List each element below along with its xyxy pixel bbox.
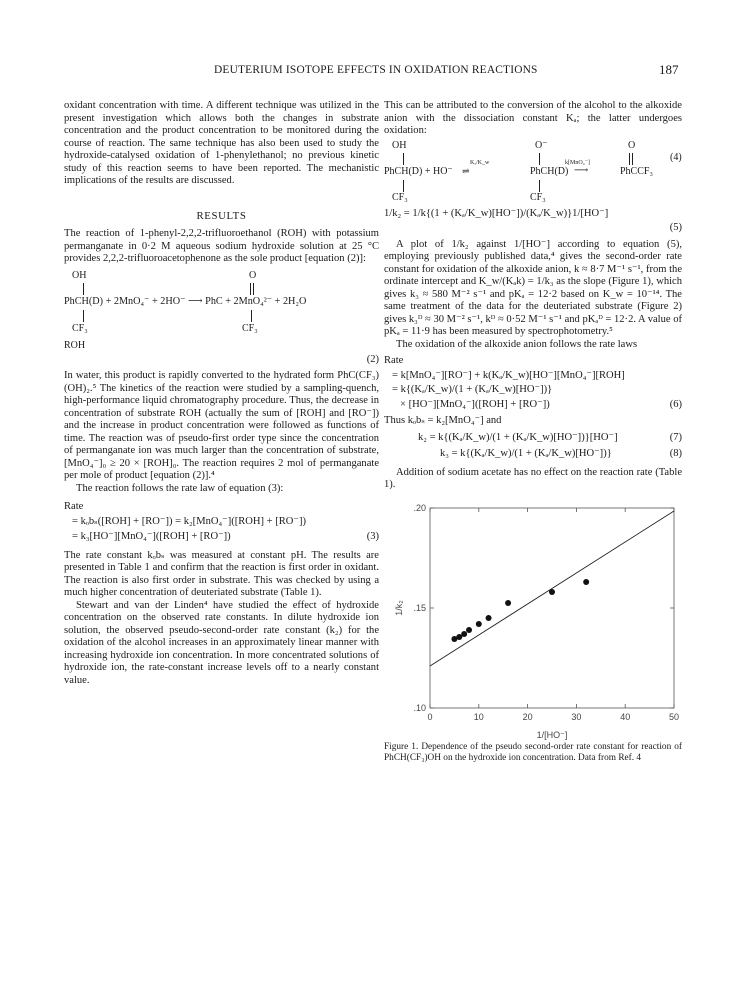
paragraph: oxidant concentration with time. A different technique was utilized in the present investigation which allows both the changes in substrate concentration and the product concentration to be monitored during the course of reaction. The same technique has also been used to study the hydroxide-catalysed oxidation of 1-phenylethanol; no previous kinetic study of this reaction seems to have been reported. The mechanistic implications of the results are discussed. (64, 100, 379, 186)
x-tick-label: 10 (473, 711, 484, 722)
eq2-o: O (249, 269, 257, 281)
data-point (486, 615, 492, 621)
paragraph: A plot of 1/k₂ against 1/[HO⁻] according to equation (5), employing previously published data,⁴ gives the second-order rate constant for oxidation of the alkoxide anion, k ≈ 8·7 M⁻¹ s⁻¹, from the ordinate intercept and K_w/(Kₐk) = 1/k₃ as the slope (Figure 1), which gives k₃ ≈ 580 M⁻² s⁻¹ and pKₐ = 12·2 based on K_w = 10⁻¹⁴. The same treatment of the data for the deuteriated substrate (Figure 2) gives k₃ᴰ ≈ 30 M⁻² s⁻¹, kᴰ ≈ 0·52 M⁻¹ s⁻¹ and pKₐᴰ = 12·2. A value of pKₐ = 11·9 has been measured by spectrophotometry.⁵ (384, 238, 682, 337)
x-tick-label: 30 (571, 711, 582, 722)
data-point (466, 627, 472, 633)
left-column (64, 100, 379, 687)
eq6-line: Rate (384, 355, 404, 366)
paragraph: The oxidation of the alkoxide anion follows the rate laws (396, 338, 638, 350)
paragraph: Stewart and van der Linden⁴ have studied the effect of hydroxide concentration on the observed rate constants. In dilute hydroxide ion solution, the observed pseudo-second-order rate constant (k₂) for the oxidation of the alcohol increases in an approximately linear manner with increasing hydroxide ion concentration. In more concentrated solutions of hydroxide ion, the rate-constant increase levels off to a nearly constant value. (64, 599, 379, 686)
x-axis-label: 1/[HO⁻] (536, 729, 568, 740)
bond-line (250, 283, 251, 295)
plot-frame (430, 508, 674, 708)
y-tick-label: .10 (413, 702, 426, 713)
eq2-roh: ROH (64, 339, 86, 351)
bond-line (253, 283, 254, 295)
equation-8 (384, 448, 682, 461)
eq4-o: O (628, 139, 636, 151)
y-axis-label: 1/k₂ (394, 599, 404, 616)
eq4-cf3: CF₃ (530, 191, 546, 203)
equation-3 (64, 501, 379, 544)
page-number: 187 (659, 62, 679, 77)
eq2-number: (2) (366, 353, 379, 365)
eq8-text: k₃ = k{(Kₐ/K_w)/(1 + (Kₐ/K_w)[HO⁻])} (440, 448, 612, 459)
x-tick-label: 50 (668, 711, 680, 722)
paragraph: This can be attributed to the conversion of the alcohol to the alkoxide anion with the dissociation constant Kₐ; the latter undergoes oxidation: (384, 100, 682, 136)
data-point (583, 579, 589, 585)
eq7-text: k₂ = k{(Kₐ/K_w)/(1 + (Kₐ/K_w)[HO⁻])}[HO⁻] (418, 431, 618, 443)
eq2-cf3: CF₃ (72, 322, 88, 334)
eq4-number: (4) (670, 151, 682, 163)
eq2-oh: OH (72, 269, 87, 281)
data-point (505, 600, 511, 606)
bond-line (539, 180, 540, 192)
eq8-number: (8) (669, 448, 682, 459)
eq4-ominus: O⁻ (535, 139, 548, 151)
eq3-line: = kₒbₛ([ROH] + [RO⁻]) = k₂[MnO₄⁻]([ROH] + [RO⁻]) (72, 515, 306, 527)
bond-line (539, 153, 540, 165)
eq5-text: 1/k₂ = 1/k{(1 + (Kₐ/K_w)[HO⁻])/(Kₐ/K_w)}1/[HO⁻] (384, 207, 609, 219)
eq6-line: = k{(Kₐ/K_w)/(1 + (Kₐ/K_w)[HO⁻])} (392, 384, 553, 395)
x-tick-label: 0 (427, 711, 433, 722)
eq4-reactants: PhCH(D) + HO⁻ (384, 165, 453, 177)
y-tick-label: .15 (413, 602, 426, 613)
paragraph: The reaction of 1-phenyl-2,2,2-trifluoroethanol (ROH) with potassium permanganate in 0·2 M aqueous sodium hydroxide solution at 25 °C provides 2,2,2-trifluoroacetophenone as the sole product [equation (2)]: (64, 228, 379, 264)
eq4-k-label: k[MnO₄⁻] (565, 159, 590, 166)
section-heading-results: RESULTS (196, 209, 247, 222)
reaction-arrow: ⟶ (574, 164, 589, 176)
eq3-line: Rate (64, 501, 84, 512)
bond-line (403, 153, 404, 165)
bond-line (632, 153, 633, 165)
eq4-k-label: Kₐ/K_w (470, 159, 490, 166)
figure-1 (384, 500, 684, 740)
right-column (384, 100, 682, 764)
paragraph: The reaction follows the rate law of equation (3): (76, 482, 284, 494)
x-tick-label: 40 (620, 711, 631, 722)
bond-line (629, 153, 630, 165)
eq6-number: (6) (669, 398, 682, 410)
eq6-line: = k[MnO₄⁻][RO⁻] + k(Kₐ/K_w)[HO⁻][MnO₄⁻][ROH] (392, 369, 625, 381)
bond-line (83, 283, 84, 295)
equation-7 (384, 432, 682, 445)
thus-line: Thus kₒbₛ = k₂[MnO₄⁻] and (384, 415, 502, 426)
figure-1-chart (384, 500, 684, 740)
equation-6 (384, 355, 682, 411)
x-tick-label: 20 (522, 711, 533, 722)
data-point (461, 631, 467, 637)
eq7-number: (7) (669, 431, 682, 443)
bond-line (403, 180, 404, 192)
paragraph: In water, this product is rapidly converted to the hydrated form PhC(CF₃)(OH)₂.⁵ The kinetics of the reaction were studied by a sampling-quench, high-performance liquid chromatography procedure. Thus, the decrease in concentration of substrate ROH (actually the sum of [ROH] and [RO⁻]) and the increase in product concentration were followed as functions of time. The reaction was of pseudo-first order type since the concentration of permanganate ion was much larger than the concentration of substrate, [MnO₄⁻]₀ ≥ 20 × [ROH]₀. The reaction requires 2 mol of permanganate per mole of product [equation (2)].⁴ (64, 370, 379, 481)
eq4-cf3: CF₃ (392, 191, 408, 203)
eq6-line: × [HO⁻][MnO₄⁻]([ROH] + [RO⁻]) (400, 398, 550, 410)
eq2-cf3: CF₃ (242, 322, 258, 334)
eq4-oh: OH (392, 139, 407, 151)
eq3-number: (3) (366, 531, 379, 542)
data-point (476, 621, 482, 627)
equation-4 (384, 140, 682, 204)
paragraph: Addition of sodium acetate has no effect on the reaction rate (Table 1). (384, 466, 682, 490)
y-tick-label: .20 (413, 502, 426, 513)
fit-line (430, 511, 674, 666)
eq4-product: PhCCF₃ (620, 165, 653, 177)
paragraph: The rate constant kₒbₛ was measured at constant pH. The results are presented in Table 1 and confirm that the reaction is first order in oxidant. The reaction is also first order in substrate. This was checked by using a much higher concentration of deuteriated substrate (Table 1). (64, 549, 379, 598)
eq3-line: = k₃[HO⁻][MnO₄⁻]([ROH] + [RO⁻]) (72, 531, 231, 542)
bond-line (83, 310, 84, 322)
equation-2 (64, 269, 379, 351)
figure-caption: Figure 1. Dependence of the pseudo second-order rate constant for reaction of PhCH(CF₃)OH on the hydroxide ion concentration. Data from Ref. 4 (384, 741, 682, 763)
data-point (549, 589, 555, 595)
eq2-main: PhCH(D) + 2MnO₄⁻ + 2HO⁻ ⟶ PhC + 2MnO₄²⁻ + 2H₂O (64, 295, 307, 307)
eq4-intermediate: PhCH(D) (530, 165, 569, 177)
equilibrium-arrow: ⇌ (462, 165, 470, 176)
equation-5 (384, 208, 682, 235)
bond-line (251, 310, 252, 322)
running-title: DEUTERIUM ISOTOPE EFFECTS IN OXIDATION REACTIONS (214, 64, 538, 76)
eq5-number: (5) (669, 222, 682, 233)
